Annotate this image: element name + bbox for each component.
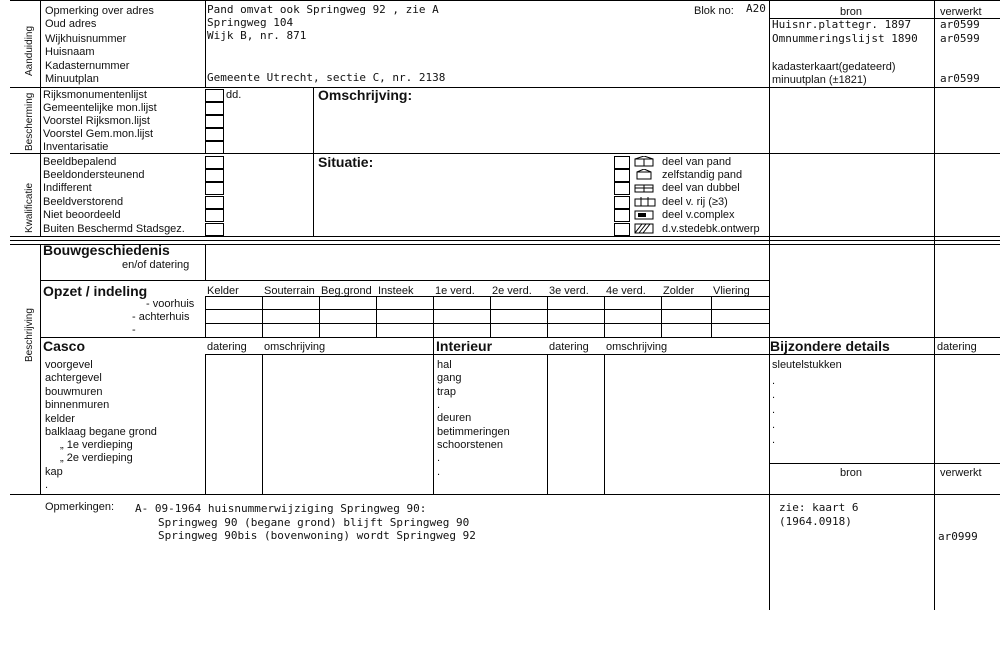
interieur-item: deuren — [437, 412, 472, 424]
rule — [262, 296, 263, 337]
label-wijkhuisnummer: Wijkhuisnummer — [45, 33, 127, 45]
verwerkt-item: ar0599 — [940, 72, 980, 85]
bescherming-checkbox[interactable] — [205, 115, 224, 128]
kwalificatie-checkbox[interactable] — [205, 223, 224, 236]
interieur-heading: Interieur — [436, 338, 493, 354]
label-minuutplan: Minuutplan — [45, 73, 99, 85]
rule — [313, 87, 314, 236]
rule — [934, 0, 935, 610]
rule — [10, 236, 1000, 237]
opmerking-adres-value: Pand omvat ook Springweg 92 , zie A — [207, 3, 439, 16]
bescherming-label: Voorstel Gem.mon.lijst — [43, 128, 154, 140]
rule — [40, 244, 41, 494]
casco-item: binnenmuren — [45, 399, 110, 411]
bijzondere-item: . — [772, 404, 776, 416]
casco-item: kelder — [45, 413, 75, 425]
situatie-option: d.v.stedebk.ontwerp — [662, 223, 760, 235]
bron-footer-ref: zie: kaart 6 — [779, 501, 859, 514]
deel-v-rij-icon — [634, 196, 656, 207]
kwalificatie-checkbox[interactable] — [205, 196, 224, 209]
rule — [205, 323, 769, 324]
deel-van-pand-icon — [634, 156, 656, 167]
rule — [205, 354, 206, 494]
interieur-item: hal — [437, 359, 452, 371]
rule — [40, 280, 769, 281]
opmerkingen-line: Springweg 90 (begane grond) blijft Springweg 90 — [158, 516, 470, 529]
casco-item: „ 2e verdieping — [60, 452, 133, 464]
opzet-col-header: Vliering — [713, 285, 750, 297]
opzet-row-label: - voorhuis — [146, 298, 195, 310]
casco-item: „ 1e verdieping — [60, 439, 133, 451]
bijzondere-datering-header: datering — [937, 341, 977, 353]
casco-omschrijving-header: omschrijving — [264, 341, 326, 353]
opzet-col-header: Beg.grond — [321, 285, 372, 297]
situatie-option: deel van pand — [662, 156, 732, 168]
verwerkt-footer-header: verwerkt — [940, 467, 982, 479]
kwalificatie-label: Buiten Beschermd Stadsgez. — [43, 223, 185, 235]
situatie-option: deel v. rij (≥3) — [662, 196, 728, 208]
rule — [547, 296, 548, 337]
bron-item: Huisnr.plattegr. 1897 — [772, 18, 912, 31]
interieur-item: schoorstenen — [437, 439, 504, 451]
blok-value: A20 — [746, 2, 766, 15]
kwalificatie-label: Beeldondersteunend — [43, 169, 145, 181]
bescherming-label: Gemeentelijke mon.lijst — [43, 102, 157, 114]
wijkhuisnummer-value: Wijk B, nr. 871 — [207, 29, 307, 42]
section-label-aanduiding: Aanduiding — [24, 25, 35, 76]
situatie-checkbox[interactable] — [614, 156, 630, 169]
rule — [10, 87, 1000, 88]
rule — [262, 354, 263, 494]
dd-label: dd. — [226, 89, 242, 101]
rule — [376, 296, 377, 337]
kwalificatie-checkbox[interactable] — [205, 209, 224, 222]
opzet-heading: Opzet / indeling — [43, 283, 148, 299]
rule — [10, 240, 1000, 241]
bron-item: minuutplan (±1821) — [772, 74, 867, 86]
opzet-col-header: 4e verd. — [606, 285, 646, 297]
rule — [490, 296, 491, 337]
rule — [769, 0, 770, 610]
interieur-item: betimmeringen — [437, 426, 510, 438]
section-label-kwalificatie: Kwalificatie — [24, 182, 35, 233]
interieur-omschrijving-header: omschrijving — [606, 341, 668, 353]
bescherming-checkbox[interactable] — [205, 128, 224, 141]
rule — [769, 463, 1000, 464]
opmerkingen-line: Springweg 90bis (bovenwoning) wordt Springweg 92 — [158, 529, 476, 542]
situatie-option: deel v.complex — [662, 209, 735, 221]
situatie-checkbox[interactable] — [614, 209, 630, 222]
rule — [661, 296, 662, 337]
situatie-checkbox[interactable] — [614, 169, 630, 182]
bescherming-checkbox[interactable] — [205, 89, 224, 102]
deel-van-dubbel-icon — [634, 182, 656, 193]
bescherming-label: Rijksmonumentenlijst — [43, 89, 147, 101]
bron-item: Omnummeringslijst 1890 — [772, 32, 918, 45]
section-label-bescherming: Bescherming — [24, 92, 35, 151]
interieur-item: . — [437, 399, 441, 411]
casco-heading: Casco — [43, 338, 86, 354]
rule — [769, 354, 1000, 355]
kwalificatie-label: Niet beoordeeld — [43, 209, 121, 221]
opzet-col-header: Zolder — [663, 285, 695, 297]
rule — [40, 0, 41, 236]
opmerkingen-label: Opmerkingen: — [45, 501, 115, 513]
kwalificatie-checkbox[interactable] — [205, 156, 224, 169]
rule — [433, 337, 434, 494]
rule — [604, 354, 605, 494]
rule — [205, 244, 206, 280]
opzet-col-header: Souterrain — [264, 285, 315, 297]
bouwgeschiedenis-sub: en/of datering — [122, 259, 190, 271]
bijzondere-item: sleutelstukken — [772, 359, 842, 371]
minuutplan-value: Gemeente Utrecht, sectie C, nr. 2138 — [207, 71, 446, 84]
bescherming-checkbox[interactable] — [205, 141, 224, 154]
rule — [319, 296, 320, 337]
oud-adres-value: Springweg 104 — [207, 16, 294, 29]
opmerkingen-line: A- 09-1964 huisnummerwijziging Springweg 90: — [135, 502, 427, 515]
casco-item: . — [45, 479, 49, 491]
interieur-item: trap — [437, 386, 456, 398]
opzet-row-label: - — [132, 324, 136, 336]
verwerkt-item: ar0599 — [940, 32, 980, 45]
bijzondere-item: . — [772, 419, 776, 431]
kwalificatie-label: Beeldbepalend — [43, 156, 117, 168]
bron-footer-header: bron — [840, 467, 863, 479]
casco-item: achtergevel — [45, 372, 102, 384]
verwerkt-item: ar0599 — [940, 18, 980, 31]
rule — [10, 153, 1000, 154]
rule — [205, 0, 206, 87]
rule — [547, 354, 548, 494]
label-oud-adres: Oud adres — [45, 18, 97, 30]
label-kadasternummer: Kadasternummer — [45, 60, 130, 72]
opzet-col-header: 3e verd. — [549, 285, 589, 297]
omschrijving-heading: Omschrijving: — [318, 87, 413, 103]
situatie-option: deel van dubbel — [662, 182, 740, 194]
bijzondere-heading: Bijzondere details — [770, 338, 890, 354]
rule — [10, 0, 1000, 1]
rule — [711, 296, 712, 337]
verwerkt-header: verwerkt — [940, 6, 982, 18]
kwalificatie-checkbox[interactable] — [205, 182, 224, 195]
opzet-col-header: Insteek — [378, 285, 414, 297]
kwalificatie-checkbox[interactable] — [205, 169, 224, 182]
opzet-col-header: 1e verd. — [435, 285, 475, 297]
zelfstandig-pand-icon — [634, 169, 656, 180]
verwerkt-footer-value: ar0999 — [938, 530, 978, 543]
situatie-heading: Situatie: — [318, 154, 374, 170]
bron-item: kadasterkaart(gedateerd) — [772, 61, 896, 73]
kwalificatie-label: Indifferent — [43, 182, 92, 194]
bron-header: bron — [840, 6, 863, 18]
situatie-checkbox[interactable] — [614, 182, 630, 195]
bescherming-label: Voorstel Rijksmon.lijst — [43, 115, 150, 127]
label-opmerking-adres: Opmerking over adres — [45, 5, 154, 17]
opzet-row-label: - achterhuis — [132, 311, 190, 323]
interieur-datering-header: datering — [549, 341, 589, 353]
casco-item: bouwmuren — [45, 386, 103, 398]
interieur-item: . — [437, 466, 441, 478]
situatie-option: zelfstandig pand — [662, 169, 743, 181]
rule — [433, 296, 434, 337]
rule — [10, 494, 1000, 495]
deel-v-complex-icon — [634, 209, 656, 220]
interieur-item: . — [437, 452, 441, 464]
bron-footer-ref-date: (1964.0918) — [779, 515, 852, 528]
stedebouwkundig-ontwerp-icon — [634, 223, 656, 234]
interieur-item: gang — [437, 372, 462, 384]
bescherming-checkbox[interactable] — [205, 102, 224, 115]
blok-label: Blok no: — [694, 5, 734, 17]
casco-datering-header: datering — [207, 341, 247, 353]
kwalificatie-label: Beeldverstorend — [43, 196, 124, 208]
bijzondere-item: . — [772, 389, 776, 401]
rule — [205, 309, 769, 310]
bouwgeschiedenis-heading: Bouwgeschiedenis — [43, 242, 170, 258]
rule — [205, 354, 769, 355]
label-huisnaam: Huisnaam — [45, 46, 95, 58]
casco-item: balklaag begane grond — [45, 426, 157, 438]
opzet-col-header: Kelder — [207, 285, 239, 297]
rule — [604, 296, 605, 337]
casco-item: voorgevel — [45, 359, 93, 371]
situatie-checkbox[interactable] — [614, 223, 630, 236]
bescherming-label: Inventarisatie — [43, 141, 109, 153]
situatie-checkbox[interactable] — [614, 196, 630, 209]
rule — [205, 296, 206, 337]
section-label-beschrijving: Beschrijving — [24, 308, 35, 362]
casco-item: kap — [45, 466, 63, 478]
opzet-col-header: 2e verd. — [492, 285, 532, 297]
bijzondere-item: . — [772, 375, 776, 387]
bijzondere-item: . — [772, 434, 776, 446]
